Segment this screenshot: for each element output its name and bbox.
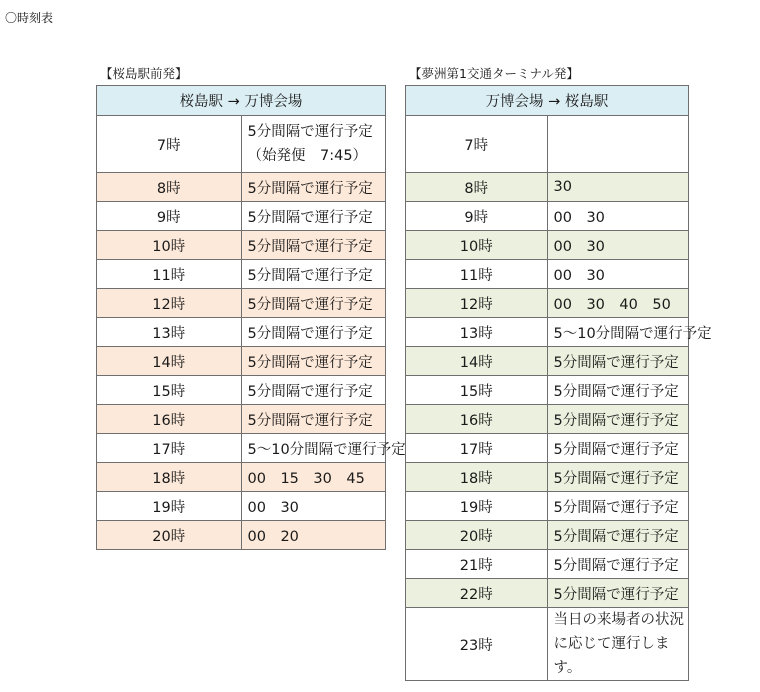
schedule-cell: 当日の来場者の状況に応じて運行します。 bbox=[547, 608, 689, 681]
schedule-cell: 30 bbox=[547, 173, 689, 202]
yumeshima-departure-block bbox=[405, 65, 712, 681]
page-heading: 〇時刻表 bbox=[5, 11, 54, 25]
timetable-row bbox=[406, 492, 689, 521]
hour-cell: 12時 bbox=[406, 289, 548, 318]
timetable-row bbox=[97, 463, 386, 492]
schedule-cell: 5分間隔で運行予定 bbox=[547, 463, 689, 492]
right-table-caption: 【夢洲第1交通ターミナル発】 bbox=[409, 66, 579, 81]
hour-cell: 9時 bbox=[97, 202, 242, 231]
schedule-cell: 00 30 bbox=[547, 202, 689, 231]
schedule-cell: 5分間隔で運行予定 bbox=[241, 202, 386, 231]
hour-cell: 17時 bbox=[406, 434, 548, 463]
hour-cell: 7時 bbox=[97, 116, 242, 173]
hour-cell: 7時 bbox=[406, 116, 548, 173]
hour-cell: 20時 bbox=[97, 521, 242, 550]
schedule-cell: 5分間隔で運行予定 bbox=[241, 318, 386, 347]
hour-cell: 20時 bbox=[406, 521, 548, 550]
timetable-row bbox=[406, 173, 689, 202]
schedule-cell bbox=[547, 116, 689, 173]
hour-cell: 13時 bbox=[406, 318, 548, 347]
timetable-row bbox=[406, 231, 689, 260]
timetable-row bbox=[406, 550, 689, 579]
hour-cell: 19時 bbox=[97, 492, 242, 521]
hour-cell: 12時 bbox=[97, 289, 242, 318]
schedule-cell: 5分間隔で運行予定 bbox=[241, 347, 386, 376]
timetable-row bbox=[406, 318, 689, 347]
schedule-cell: 5分間隔で運行予定 bbox=[241, 405, 386, 434]
timetable-row bbox=[97, 521, 386, 550]
timetable-row bbox=[97, 260, 386, 289]
left-table-caption: 【桜島駅前発】 bbox=[100, 66, 188, 81]
schedule-cell: 5分間隔で運行予定 bbox=[241, 289, 386, 318]
hour-cell: 8時 bbox=[97, 173, 242, 202]
hour-cell: 16時 bbox=[97, 405, 242, 434]
schedule-cell: 5分間隔で運行予定 bbox=[547, 550, 689, 579]
hour-cell: 16時 bbox=[406, 405, 548, 434]
schedule-cell: 5分間隔で運行予定 bbox=[547, 347, 689, 376]
schedule-cell: 5分間隔で運行予定 bbox=[547, 434, 689, 463]
timetable-row bbox=[97, 405, 386, 434]
timetable-row bbox=[406, 289, 689, 318]
timetable-row bbox=[97, 289, 386, 318]
hour-cell: 10時 bbox=[406, 231, 548, 260]
schedule-cell: 5分間隔で運行予定 bbox=[241, 173, 386, 202]
timetable-row bbox=[97, 116, 386, 173]
schedule-cell: 00 30 bbox=[547, 260, 689, 289]
hour-cell: 15時 bbox=[97, 376, 242, 405]
right-table-header: 万博会場 → 桜島駅 bbox=[406, 86, 689, 116]
schedule-cell: 00 20 bbox=[241, 521, 386, 550]
left-timetable bbox=[96, 85, 406, 550]
timetable-row bbox=[406, 260, 689, 289]
schedule-cell: 00 30 bbox=[547, 231, 689, 260]
hour-cell: 14時 bbox=[97, 347, 242, 376]
schedule-cell: 5～10分間隔で運行予定 bbox=[241, 434, 386, 463]
hour-cell: 13時 bbox=[97, 318, 242, 347]
schedule-cell: 5分間隔で運行予定 bbox=[547, 405, 689, 434]
timetable-row bbox=[97, 202, 386, 231]
schedule-cell: 5分間隔で運行予定 bbox=[547, 376, 689, 405]
timetable-row bbox=[97, 318, 386, 347]
hour-cell: 22時 bbox=[406, 579, 548, 608]
schedule-cell: 5分間隔で運行予定 bbox=[241, 260, 386, 289]
hour-cell: 18時 bbox=[406, 463, 548, 492]
timetable-row bbox=[97, 492, 386, 521]
timetable-row bbox=[97, 347, 386, 376]
hour-cell: 8時 bbox=[406, 173, 548, 202]
schedule-cell: 5分間隔で運行予定 bbox=[547, 521, 689, 550]
hour-cell: 15時 bbox=[406, 376, 548, 405]
timetable-row bbox=[97, 173, 386, 202]
schedule-cell: 5分間隔で運行予定（始発便 7:45） bbox=[241, 116, 386, 173]
sakurajima-departure-block bbox=[96, 65, 406, 550]
timetable-row bbox=[406, 405, 689, 434]
right-timetable bbox=[405, 85, 712, 681]
timetable-row bbox=[406, 521, 689, 550]
timetable-row bbox=[406, 116, 689, 173]
schedule-cell: 00 30 bbox=[241, 492, 386, 521]
schedule-cell: 5～10分間隔で運行予定 bbox=[547, 318, 689, 347]
schedule-cell: 5分間隔で運行予定 bbox=[547, 579, 689, 608]
timetable-row bbox=[97, 231, 386, 260]
hour-cell: 9時 bbox=[406, 202, 548, 231]
schedule-cell: 5分間隔で運行予定 bbox=[241, 231, 386, 260]
hour-cell: 11時 bbox=[97, 260, 242, 289]
timetable-row bbox=[97, 434, 386, 463]
schedule-cell: 5分間隔で運行予定 bbox=[547, 492, 689, 521]
hour-cell: 11時 bbox=[406, 260, 548, 289]
timetable-row bbox=[406, 347, 689, 376]
schedule-cell: 00 30 40 50 bbox=[547, 289, 689, 318]
left-table-header: 桜島駅 → 万博会場 bbox=[97, 86, 386, 116]
timetable-row bbox=[406, 202, 689, 231]
schedule-cell: 5分間隔で運行予定 bbox=[241, 376, 386, 405]
timetable-row bbox=[406, 434, 689, 463]
hour-cell: 17時 bbox=[97, 434, 242, 463]
hour-cell: 18時 bbox=[97, 463, 242, 492]
hour-cell: 23時 bbox=[406, 608, 548, 681]
timetable-row bbox=[406, 463, 689, 492]
timetable-row bbox=[406, 608, 689, 681]
hour-cell: 14時 bbox=[406, 347, 548, 376]
hour-cell: 19時 bbox=[406, 492, 548, 521]
timetable-row bbox=[97, 376, 386, 405]
timetable-row bbox=[406, 579, 689, 608]
hour-cell: 21時 bbox=[406, 550, 548, 579]
hour-cell: 10時 bbox=[97, 231, 242, 260]
timetable-row bbox=[406, 376, 689, 405]
schedule-cell: 00 15 30 45 bbox=[241, 463, 386, 492]
